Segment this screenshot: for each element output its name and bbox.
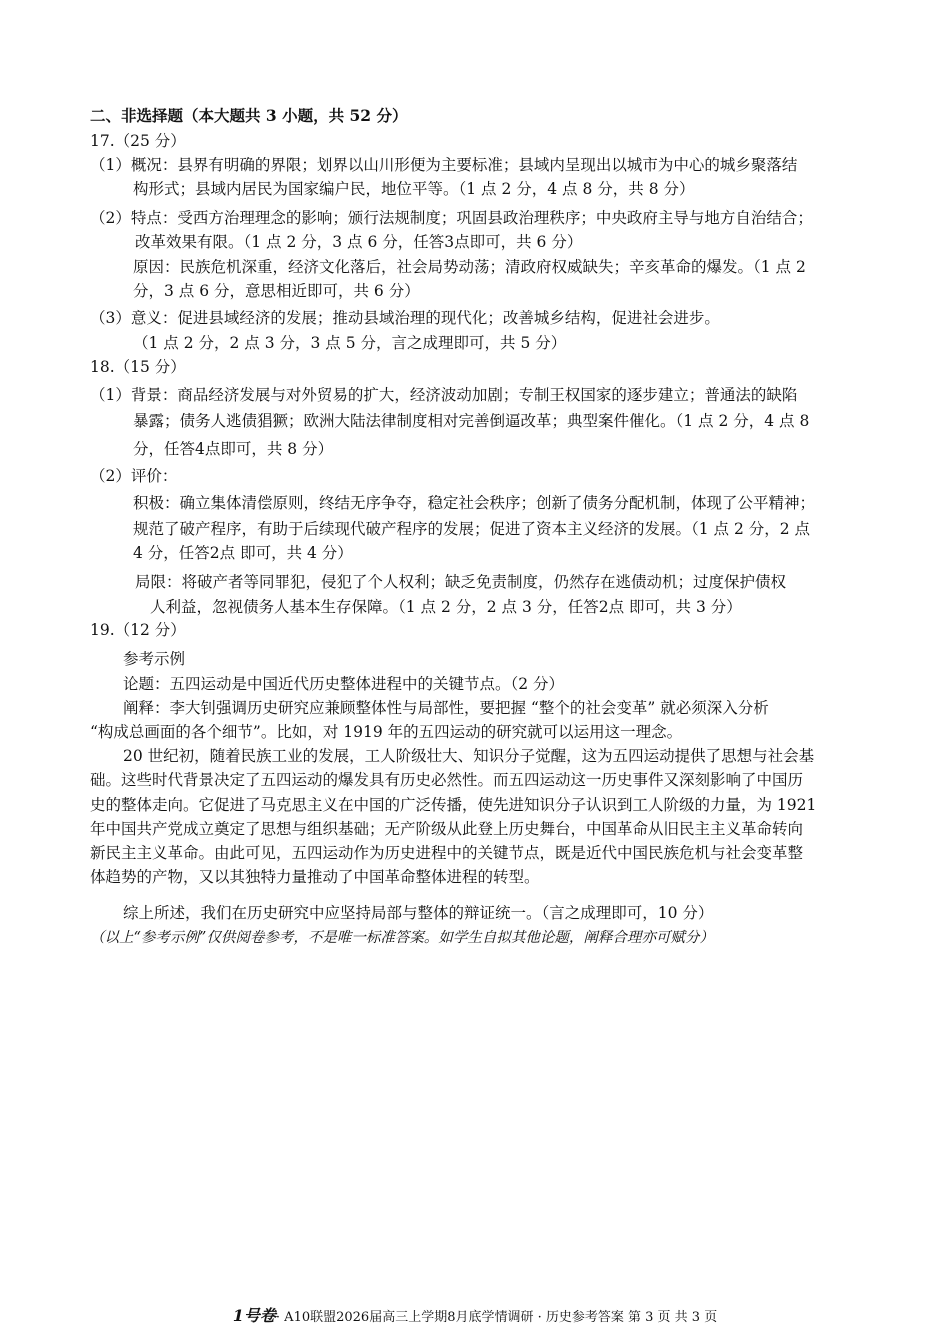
q18-part2-line1: 积极：确立集体清偿原则，终结无序争夺，稳定社会秩序；创新了债务分配机制，体现了公平精神；: [133, 494, 816, 512]
q19-grading-note: （以上“参考示例”仅供阅卷参考，不是唯一标准答案。如学生自拟其他论题，阐释合理亦可赋分）: [90, 930, 714, 946]
q18-part2-line4: 局限：将破产者等同罪犯，侵犯了个人权利；缺乏免责制度，仍然存在逃债动机；过度保护债权: [135, 573, 787, 591]
q18-part1-line3: 分，任答4点即可，共 8 分）: [133, 440, 334, 458]
q19-conclusion: 综上所述，我们在历史研究中应坚持局部与整体的辩证统一。（言之成理即可，10 分）: [123, 904, 714, 922]
q18-part1-line1: （1）背景：商品经济发展与对外贸易的扩大，经济波动加剧；专制王权国家的逐步建立；普通法的缺陷: [90, 386, 798, 404]
q19-body-line5: 新民主主义革命。由此可见，五四运动作为历史进程中的关键节点，既是近代中国民族危机与社会变革整: [90, 844, 804, 862]
q17-part2-line4: 分，3 点 6 分，意思相近即可，共 6 分）: [133, 282, 420, 300]
q19-reference-label: 参考示例: [123, 650, 186, 668]
q19-heading: 19.（12 分）: [90, 621, 186, 639]
q17-part3-line1: （3）意义：促进县域经济的发展；推动县域治理的现代化；改善城乡结构，促进社会进步。: [90, 309, 720, 327]
q18-part2-line3: 4 分，任答2点 即可，共 4 分）: [133, 544, 353, 562]
q18-part2-line5: 人利益，忽视债务人基本生存保障。（1 点 2 分，2 点 3 分，任答2点 即可，共 3 分）: [150, 598, 742, 616]
brand-logo: 1号卷: [232, 1306, 276, 1325]
q19-body-line6: 体趋势的产物，又以其独特力量推动了中国革命整体进程的转型。: [90, 868, 540, 886]
q19-explanation-line2: “构成总画面的各个细节”。比如，对 1919 年的五四运动的研究就可以运用这一理念。: [90, 723, 683, 741]
section-title: 二、非选择题（本大题共 3 小题，共 52 分）: [90, 106, 408, 125]
footer-text: · A10联盟2026届高三上学期8月底学情调研 · 历史参考答案 第 3 页 共 3 页: [275, 1310, 718, 1325]
q19-body-line2: 础。这些时代背景决定了五四运动的爆发具有历史必然性。而五四运动这一历史事件又深刻影响了中国历: [90, 771, 804, 789]
q17-heading: 17.（25 分）: [90, 132, 186, 150]
q17-part2-line2: 改革效果有限。（1 点 2 分，3 点 6 分，任答3点即可，共 6 分）: [135, 233, 583, 251]
q19-body-line1: 20 世纪初，随着民族工业的发展，工人阶级壮大、知识分子觉醒，这为五四运动提供了思想与社会基: [123, 747, 815, 765]
q17-part1-line1: （1）概况：县界有明确的界限；划界以山川形便为主要标准；县域内呈现出以城市为中心的城乡聚落结: [90, 156, 798, 174]
q19-body-line4: 年中国共产党成立奠定了思想与组织基础；无产阶级从此登上历史舞台，中国革命从旧民主主义革命转向: [90, 820, 804, 838]
page-footer: [0, 1307, 950, 1327]
q17-part2-line3: 原因：民族危机深重，经济文化落后，社会局势动荡；清政府权威缺失；辛亥革命的爆发。（1 点 2: [133, 258, 806, 276]
q18-part2-line2: 规范了破产程序，有助于后续现代破产程序的发展；促进了资本主义经济的发展。（1 点 2 分，2 点: [133, 520, 811, 538]
q17-part1-line2: 构形式；县域内居民为国家编户民，地位平等。（1 点 2 分，4 点 8 分，共 8 分）: [133, 180, 695, 198]
q19-body-line3: 史的整体走向。它促进了马克思主义在中国的广泛传播，使先进知识分子认识到工人阶级的力量，为 1921: [90, 796, 817, 814]
q18-part1-line2: 暴露；债务人逃债猖獗；欧洲大陆法律制度相对完善倒逼改革；典型案件催化。（1 点 2 分，4 点 8: [133, 412, 810, 430]
q18-part2-heading: （2）评价：: [90, 467, 178, 485]
q19-thesis: 论题：五四运动是中国近代历史整体进程中的关键节点。（2 分）: [123, 675, 565, 693]
q17-part3-line2: （1 点 2 分，2 点 3 分，3 点 5 分，言之成理即可，共 5 分）: [133, 334, 567, 352]
q17-part2-line1: （2）特点：受西方治理理念的影响；颁行法规制度；巩固县政治理秩序；中央政府主导与地方自治结合；: [90, 209, 813, 227]
q18-heading: 18.（15 分）: [90, 358, 186, 376]
q19-explanation-line1: 阐释：李大钊强调历史研究应兼顾整体性与局部性，要把握 “整个的社会变革” 就必须深入分析: [123, 699, 769, 717]
